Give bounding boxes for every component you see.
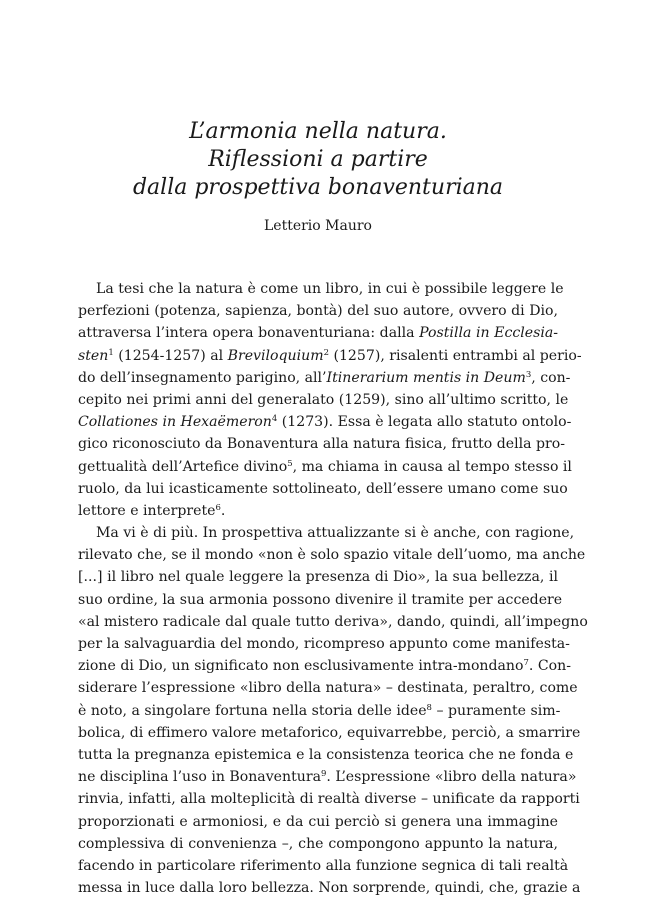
footnote-marker[interactable]: 2 [323, 347, 329, 358]
footnote-marker[interactable]: 6 [215, 502, 221, 513]
text-line: attraversa l’intera opera bonaventuriana: dalla Postilla in Ecclesia- [78, 325, 558, 342]
text-line: lettore e interprete$^6$. [78, 502, 226, 519]
text-line: ruolo, da lui icasticamente sottolineato, dell’essere umano come suo [78, 480, 568, 497]
title-line-1: L’armonia nella natura. [189, 119, 447, 144]
paragraph-1 [78, 278, 582, 522]
text-line: sten$^1$ (1254-1257) al Breviloquium$^2$ (1257), risalenti entrambi al perio- [78, 347, 582, 364]
footnote-marker[interactable]: 7 [523, 658, 529, 669]
footnote-marker[interactable]: 9 [320, 769, 327, 780]
italic-title: Postilla in Ecclesia- [419, 325, 558, 342]
text-line: è noto, a singolare fortuna nella storia delle idee$^8$ – puramente sim- [78, 702, 561, 719]
title-line-3: dalla prospettiva bonaventuriana [132, 175, 504, 200]
text-line: zione di Dio, un significato non esclusivamente intra-mondano$^7$. Con- [78, 658, 571, 675]
title-line-2: Riflessioni a partire [208, 147, 428, 172]
text-line: siderare l’espressione «libro della natura» – destinata, peraltro, come [78, 680, 578, 697]
text-line: suo ordine, la sua armonia possono divenire il tramite per accedere [78, 591, 563, 608]
text-line: [...] il libro nel quale leggere la presenza di Dio», la sua bellezza, il [78, 569, 558, 586]
text-line: rinvia, infatti, alla molteplicità di realtà diverse – unificate da rapporti [78, 791, 580, 808]
author-name: Letterio Mauro [264, 218, 372, 234]
footnote-marker[interactable]: 8 [426, 702, 432, 713]
paragraph-2 [78, 522, 588, 899]
text-line: perfezioni (potenza, sapienza, bontà) del suo autore, ovvero di Dio, [78, 303, 558, 320]
document-page [78, 0, 588, 917]
text-line: Ma vi è di più. In prospettiva attualizzante si è anche, con ragione, [96, 525, 575, 542]
body-text [78, 278, 588, 899]
italic-title: sten [78, 347, 109, 364]
footnote-marker[interactable]: 3 [525, 369, 532, 380]
footnote-marker[interactable]: 5 [287, 458, 293, 469]
text-line: complessiva di convenienza –, che compongono appunto la natura, [78, 835, 558, 852]
text-line: La tesi che la natura è come un libro, in cui è possibile leggere le [96, 281, 564, 297]
chapter-title [78, 118, 558, 202]
text-line: gettualità dell’Artefice divino$^5$, ma chiama in causa al tempo stesso il [78, 458, 572, 475]
text-line: proporzionati e armoniosi, e da cui perciò si genera una immagine [78, 813, 558, 830]
text-line: facendo in particolare riferimento alla funzione segnica di tali realtà [78, 857, 569, 874]
footnote-marker[interactable]: 4 [271, 414, 278, 425]
text-line: «al mistero radicale dal quale tutto deriva», dando, quindi, all’impegno [78, 613, 588, 630]
text-line: tutta la pregnanza epistemica e la consistenza teorica che ne fonda e [78, 746, 574, 763]
text-line: Collationes in Hexaëmeron$^4$ (1273). Essa è legata allo statuto ontolo- [78, 414, 572, 431]
italic-title: Itinerarium mentis in Deum [326, 369, 526, 386]
text-line: do dell’insegnamento parigino, all’Itinerarium mentis in Deum$^3$, con- [78, 369, 571, 386]
text-line: cepito nei primi anni del generalato (1259), sino all’ultimo scritto, le [78, 391, 569, 408]
text-line: gico riconosciuto da Bonaventura alla natura fisica, frutto della pro- [78, 436, 566, 453]
text-line: rilevato che, se il mondo «non è solo spazio vitale dell’uomo, ma anche [78, 547, 586, 564]
text-line: bolica, di effimero valore metaforico, equivarrebbe, perciò, a smarrire [78, 724, 581, 741]
text-line: per la salvaguardia del mondo, ricompreso appunto come manifesta- [78, 636, 570, 652]
italic-title: Collationes in Hexaëmeron [78, 414, 272, 431]
text-line: ne disciplina l’uso in Bonaventura$^9$. L’espressione «libro della natura» [78, 769, 577, 786]
italic-title: Breviloquium [227, 347, 324, 364]
footnote-marker[interactable]: 1 [108, 347, 114, 358]
text-line: messa in luce dalla loro bellezza. Non sorprende, quindi, che, grazie a [78, 880, 581, 897]
